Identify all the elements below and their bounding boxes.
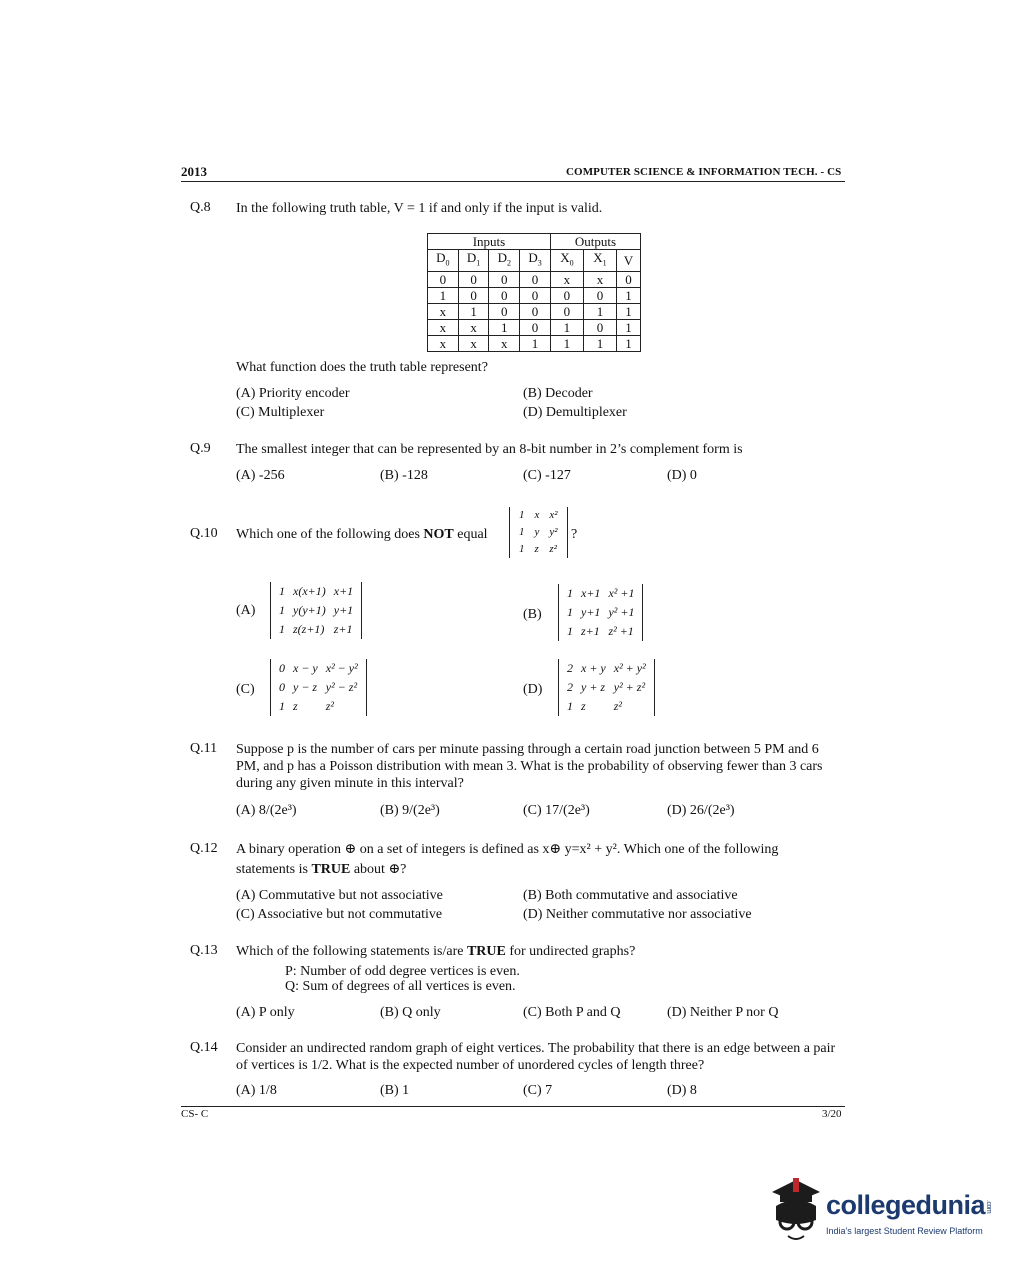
brand-wordmark: collegedunia (826, 1190, 986, 1220)
det-cell: 0 (279, 661, 285, 675)
header-divider (181, 181, 845, 182)
option-c: (C) Associative but not commutative (236, 907, 443, 922)
det-cell: y(y+1) (293, 603, 326, 617)
text-part: for undirected graphs? (505, 944, 636, 959)
option-b: (B) Q only (380, 1005, 441, 1020)
table-cell: 0 (520, 287, 551, 303)
question-text: Suppose p is the number of cars per minute passing through a certain road junction between 5 PM and 6 PM, and p has a Poisson distribution with mean 3. What is the probability of observing fewer than 3 cars during any given minute in this interval? (236, 742, 823, 791)
truth-table (427, 233, 641, 352)
option-d-determinant (558, 659, 655, 716)
question-number: Q.10 (190, 526, 218, 541)
question-text: What function does the truth table represent? (236, 360, 488, 375)
option-d: (D) Neither P nor Q (667, 1005, 779, 1020)
question-number: Q.14 (190, 1040, 218, 1055)
det-cell: x+1 (581, 586, 601, 600)
emphasis: TRUE (311, 862, 351, 877)
emphasis: TRUE (466, 944, 506, 959)
table-cell: x (428, 335, 459, 351)
outputs-group-header: Outputs (550, 234, 640, 250)
question-number: Q.8 (190, 200, 211, 215)
col-header: $D_3$ (520, 250, 551, 272)
question-text (236, 526, 488, 543)
question-number: Q.9 (190, 441, 211, 456)
det-cell: z² (613, 699, 623, 713)
table-cell: x (428, 319, 459, 335)
det-cell: 1 (519, 526, 525, 538)
question-text (236, 861, 406, 878)
det-cell: z+1 (581, 624, 600, 638)
brand-name (826, 1190, 992, 1221)
table-cell: 0 (489, 303, 520, 319)
text-part: equal (453, 527, 488, 542)
col-header: $D_1$ (458, 250, 489, 272)
det-cell: y² (549, 526, 558, 538)
statement-q: Q: Sum of degrees of all vertices is even. (285, 979, 516, 994)
option-d: (D) Neither commutative nor associative (523, 907, 752, 922)
question-text: In the following truth table, V = 1 if and only if the input is valid. (236, 201, 603, 216)
question-number: Q.11 (190, 741, 218, 756)
table-cell: 1 (458, 303, 489, 319)
det-cell: x² + y² (613, 661, 646, 675)
question-number: Q.13 (190, 943, 218, 958)
det-cell: 1 (279, 622, 285, 636)
det-cell: y+1 (333, 603, 354, 617)
col-header: $X_0$ (550, 250, 583, 272)
page-number: 3/20 (822, 1108, 842, 1120)
det-cell: 1 (279, 584, 285, 598)
option-c: (C) Multiplexer (236, 405, 325, 420)
option-a: (A) 8/(2e³) (236, 803, 297, 818)
det-cell: x² (549, 509, 558, 521)
table-cell: 1 (617, 287, 641, 303)
option-c-determinant (270, 659, 367, 716)
det-cell: z² (325, 699, 335, 713)
option-a: (A) -256 (236, 468, 285, 483)
inputs-group-header: Inputs (428, 234, 551, 250)
option-a: (A) Commutative but not associative (236, 888, 443, 903)
paper-title: COMPUTER SCIENCE & INFORMATION TECH. - CS (566, 166, 842, 178)
det-cell: z² +1 (608, 624, 634, 638)
table-cell: 0 (617, 271, 641, 287)
table-cell: x (583, 271, 616, 287)
table-cell: x (550, 271, 583, 287)
exam-year: 2013 (181, 164, 207, 179)
det-cell: z (293, 699, 298, 713)
option-a: (A) 1/8 (236, 1083, 277, 1098)
emphasis: NOT (423, 527, 454, 542)
option-a-label: (A) (236, 603, 256, 618)
text-part: Which of the following statements is/are (236, 944, 467, 959)
col-header: $X_1$ (583, 250, 616, 272)
option-d: (D) Demultiplexer (523, 405, 627, 420)
det-cell: y² − z² (325, 680, 358, 694)
option-b: (B) Decoder (523, 386, 593, 401)
option-a: (A) P only (236, 1005, 295, 1020)
det-cell: 2 (567, 680, 573, 694)
det-cell: z+1 (333, 622, 353, 636)
det-cell: 1 (519, 543, 525, 555)
question-mark: ? (571, 527, 578, 542)
option-c: (C) -127 (523, 468, 571, 483)
table-cell: 1 (583, 303, 616, 319)
option-d: (D) 26/(2e³) (667, 803, 735, 818)
option-b-determinant (558, 584, 643, 641)
table-cell: 1 (617, 335, 641, 351)
table-cell: 1 (520, 335, 551, 351)
table-cell: 1 (550, 335, 583, 351)
det-cell: 1 (567, 586, 573, 600)
det-cell: 1 (567, 699, 573, 713)
table-cell: 1 (489, 319, 520, 335)
det-cell: z (534, 543, 539, 555)
question-text: A binary operation ⊕ on a set of integers is defined as x⊕ y=x² + y². Which one of the following (236, 842, 779, 857)
table-cell: 1 (617, 303, 641, 319)
det-cell: x − y (293, 661, 318, 675)
option-d-label: (D) (523, 682, 543, 697)
footer-divider (181, 1106, 845, 1107)
option-d: (D) 0 (667, 468, 697, 483)
mascot-logo-icon (766, 1176, 824, 1246)
det-cell: y + z (581, 680, 606, 694)
main-determinant (509, 507, 568, 558)
table-cell: 0 (520, 319, 551, 335)
col-header: $D_0$ (428, 250, 459, 272)
det-cell: 1 (567, 605, 573, 619)
table-cell: 1 (428, 287, 459, 303)
option-a: (A) Priority encoder (236, 386, 350, 401)
table-cell: 0 (428, 271, 459, 287)
det-cell: y² + z² (613, 680, 646, 694)
col-header: V (617, 250, 641, 272)
table-cell: x (489, 335, 520, 351)
table-cell: 0 (520, 271, 551, 287)
option-b: (B) -128 (380, 468, 428, 483)
text-part: statements is (236, 862, 312, 877)
det-cell: y² +1 (608, 605, 635, 619)
table-cell: 0 (520, 303, 551, 319)
option-c-label: (C) (236, 682, 255, 697)
table-cell: 0 (550, 287, 583, 303)
option-b: (B) 1 (380, 1083, 410, 1098)
brand-tagline: India's largest Student Review Platform (826, 1226, 983, 1236)
det-cell: 1 (279, 699, 285, 713)
det-cell: x (534, 509, 540, 521)
det-cell: y+1 (581, 605, 601, 619)
det-cell: 1 (567, 624, 573, 638)
option-c: (C) Both P and Q (523, 1005, 621, 1020)
table-cell: 0 (583, 287, 616, 303)
det-cell: 1 (279, 603, 285, 617)
det-cell: x² +1 (608, 586, 635, 600)
option-b: (B) Both commutative and associative (523, 888, 738, 903)
table-cell: 0 (489, 287, 520, 303)
option-d: (D) 8 (667, 1083, 697, 1098)
det-cell: 0 (279, 680, 285, 694)
option-a-determinant (270, 582, 362, 639)
option-b-label: (B) (523, 607, 542, 622)
det-cell: z (581, 699, 586, 713)
question-number: Q.12 (190, 841, 218, 856)
option-c: (C) 7 (523, 1083, 553, 1098)
det-cell: x² − y² (325, 661, 358, 675)
table-cell: 1 (550, 319, 583, 335)
question-text: The smallest integer that can be represented by an 8-bit number in 2’s complement form is (236, 442, 743, 457)
col-header: $D_2$ (489, 250, 520, 272)
table-cell: x (428, 303, 459, 319)
text-part: about ⊕? (350, 862, 407, 877)
det-cell: z² (549, 543, 557, 555)
det-cell: x(x+1) (293, 584, 326, 598)
table-cell: 0 (458, 287, 489, 303)
table-cell: x (458, 319, 489, 335)
paper-code: CS- C (181, 1108, 209, 1120)
table-cell: 0 (458, 271, 489, 287)
table-cell: 1 (583, 335, 616, 351)
det-cell: z(z+1) (293, 622, 325, 636)
option-b: (B) 9/(2e³) (380, 803, 440, 818)
table-cell: 0 (583, 319, 616, 335)
question-text: Consider an undirected random graph of eight vertices. The probability that there is an edge between a pair of vertices is 1/2. What is the expected number of unordered cycles of length three? (236, 1041, 836, 1073)
table-cell: 1 (617, 319, 641, 335)
option-c: (C) 17/(2e³) (523, 803, 590, 818)
table-cell: x (458, 335, 489, 351)
det-cell: y (534, 526, 540, 538)
det-cell: 2 (567, 661, 573, 675)
question-text (236, 943, 635, 960)
table-cell: 0 (550, 303, 583, 319)
table-cell: 0 (489, 271, 520, 287)
statement-p: P: Number of odd degree vertices is even. (285, 964, 520, 979)
det-cell: x + y (581, 661, 606, 675)
det-cell: 1 (519, 509, 525, 521)
det-cell: y − z (293, 680, 318, 694)
text-part: Which one of the following does (236, 527, 424, 542)
brand-suffix: .com (985, 1200, 993, 1214)
det-cell: x+1 (333, 584, 354, 598)
